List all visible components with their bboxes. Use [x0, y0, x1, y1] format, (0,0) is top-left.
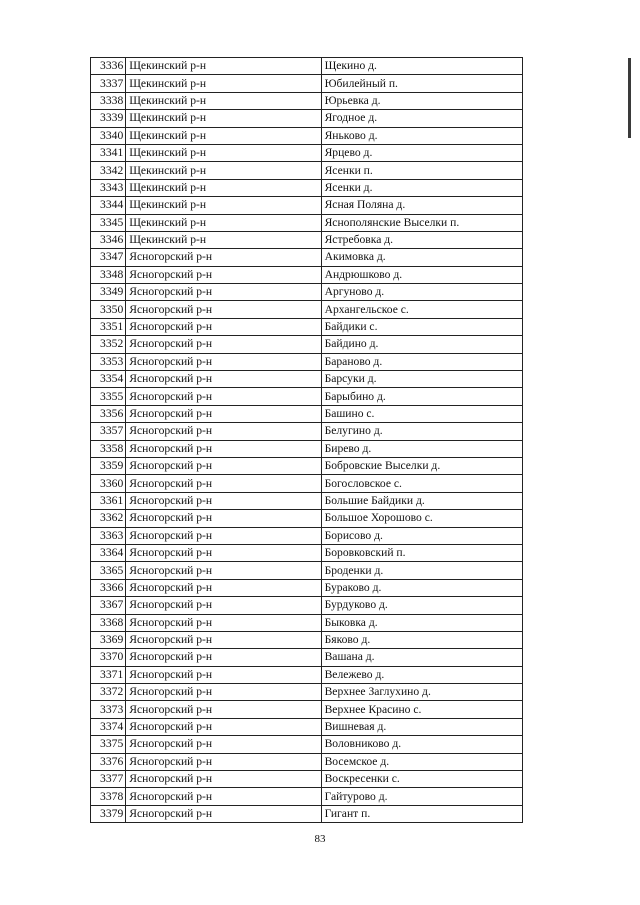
district-cell: Ясногорский р-н: [126, 405, 321, 422]
settlements-table: [90, 57, 523, 823]
table-row: [91, 336, 523, 353]
settlement-cell: Борисово д.: [321, 527, 522, 544]
table-row: [91, 214, 523, 231]
settlement-cell: Броденки д.: [321, 562, 522, 579]
row-number-cell: 3362: [91, 510, 126, 527]
table-row: [91, 58, 523, 75]
settlement-cell: Вашана д.: [321, 649, 522, 666]
district-cell: Ясногорский р-н: [126, 475, 321, 492]
table-row: [91, 353, 523, 370]
district-cell: Ясногорский р-н: [126, 597, 321, 614]
district-cell: Ясногорский р-н: [126, 614, 321, 631]
row-number-cell: 3371: [91, 666, 126, 683]
row-number-cell: 3347: [91, 249, 126, 266]
table-row: [91, 457, 523, 474]
row-number-cell: 3372: [91, 684, 126, 701]
settlement-cell: Акимовка д.: [321, 249, 522, 266]
row-number-cell: 3340: [91, 127, 126, 144]
row-number-cell: 3363: [91, 527, 126, 544]
table-row: [91, 805, 523, 822]
table-row: [91, 666, 523, 683]
settlement-cell: Архангельское с.: [321, 301, 522, 318]
table-row: [91, 753, 523, 770]
table-row: [91, 788, 523, 805]
settlement-cell: Ягодное д.: [321, 110, 522, 127]
row-number-cell: 3355: [91, 388, 126, 405]
settlement-cell: Богословское с.: [321, 475, 522, 492]
row-number-cell: 3378: [91, 788, 126, 805]
settlement-cell: Большие Байдики д.: [321, 492, 522, 509]
row-number-cell: 3369: [91, 631, 126, 648]
settlement-cell: Быковка д.: [321, 614, 522, 631]
district-cell: Ясногорский р-н: [126, 301, 321, 318]
district-cell: Ясногорский р-н: [126, 579, 321, 596]
table-row: [91, 127, 523, 144]
table-row: [91, 597, 523, 614]
district-cell: Ясногорский р-н: [126, 701, 321, 718]
table-row: [91, 492, 523, 509]
table-row: [91, 75, 523, 92]
district-cell: Щекинский р-н: [126, 214, 321, 231]
row-number-cell: 3345: [91, 214, 126, 231]
row-number-cell: 3360: [91, 475, 126, 492]
row-number-cell: 3354: [91, 371, 126, 388]
settlement-cell: Ястребовка д.: [321, 231, 522, 248]
settlement-cell: Барсуки д.: [321, 371, 522, 388]
settlement-cell: Воловниково д.: [321, 736, 522, 753]
district-cell: Ясногорский р-н: [126, 805, 321, 822]
table-row: [91, 562, 523, 579]
table-row: [91, 649, 523, 666]
table-row: [91, 231, 523, 248]
district-cell: Ясногорский р-н: [126, 736, 321, 753]
table-row: [91, 284, 523, 301]
table-row: [91, 614, 523, 631]
settlement-cell: Юбилейный п.: [321, 75, 522, 92]
settlement-cell: Бобровские Выселки д.: [321, 457, 522, 474]
district-cell: Ясногорский р-н: [126, 649, 321, 666]
table-row: [91, 423, 523, 440]
settlement-cell: Щекино д.: [321, 58, 522, 75]
settlement-cell: Бурдуково д.: [321, 597, 522, 614]
row-number-cell: 3344: [91, 197, 126, 214]
settlement-cell: Яньково д.: [321, 127, 522, 144]
district-cell: Ясногорский р-н: [126, 753, 321, 770]
settlement-cell: Бирево д.: [321, 440, 522, 457]
district-cell: Ясногорский р-н: [126, 318, 321, 335]
row-number-cell: 3367: [91, 597, 126, 614]
district-cell: Щекинский р-н: [126, 110, 321, 127]
row-number-cell: 3370: [91, 649, 126, 666]
row-number-cell: 3358: [91, 440, 126, 457]
row-number-cell: 3377: [91, 771, 126, 788]
district-cell: Ясногорский р-н: [126, 771, 321, 788]
district-cell: Ясногорский р-н: [126, 249, 321, 266]
table-row: [91, 162, 523, 179]
district-cell: Ясногорский р-н: [126, 510, 321, 527]
district-cell: Ясногорский р-н: [126, 336, 321, 353]
district-cell: Щекинский р-н: [126, 162, 321, 179]
row-number-cell: 3336: [91, 58, 126, 75]
district-cell: Щекинский р-н: [126, 127, 321, 144]
settlement-cell: Ясная Поляна д.: [321, 197, 522, 214]
settlement-cell: Аргуново д.: [321, 284, 522, 301]
table-row: [91, 249, 523, 266]
settlement-cell: Боровковский п.: [321, 544, 522, 561]
table-row: [91, 684, 523, 701]
district-cell: Ясногорский р-н: [126, 544, 321, 561]
district-cell: Ясногорский р-н: [126, 562, 321, 579]
district-cell: Ясногорский р-н: [126, 788, 321, 805]
district-cell: Щекинский р-н: [126, 58, 321, 75]
district-cell: Щекинский р-н: [126, 92, 321, 109]
scan-edge-mark: [628, 58, 631, 138]
row-number-cell: 3343: [91, 179, 126, 196]
row-number-cell: 3365: [91, 562, 126, 579]
table-row: [91, 527, 523, 544]
row-number-cell: 3368: [91, 614, 126, 631]
district-cell: Ясногорский р-н: [126, 718, 321, 735]
table-row: [91, 371, 523, 388]
settlement-cell: Верхнее Заглухино д.: [321, 684, 522, 701]
settlement-cell: Верхнее Красино с.: [321, 701, 522, 718]
row-number-cell: 3348: [91, 266, 126, 283]
row-number-cell: 3375: [91, 736, 126, 753]
settlement-cell: Байдино д.: [321, 336, 522, 353]
district-cell: Ясногорский р-н: [126, 666, 321, 683]
settlement-cell: Андрюшково д.: [321, 266, 522, 283]
settlement-cell: Вележево д.: [321, 666, 522, 683]
district-cell: Ясногорский р-н: [126, 631, 321, 648]
table-row: [91, 92, 523, 109]
settlement-cell: Гигант п.: [321, 805, 522, 822]
district-cell: Ясногорский р-н: [126, 353, 321, 370]
row-number-cell: 3366: [91, 579, 126, 596]
district-cell: Щекинский р-н: [126, 75, 321, 92]
row-number-cell: 3351: [91, 318, 126, 335]
row-number-cell: 3342: [91, 162, 126, 179]
table-row: [91, 388, 523, 405]
row-number-cell: 3357: [91, 423, 126, 440]
row-number-cell: 3339: [91, 110, 126, 127]
district-cell: Ясногорский р-н: [126, 371, 321, 388]
table-row: [91, 266, 523, 283]
table-body: [91, 58, 523, 823]
settlement-cell: Восемское д.: [321, 753, 522, 770]
settlement-cell: Барыбино д.: [321, 388, 522, 405]
settlement-cell: Белугино д.: [321, 423, 522, 440]
district-cell: Щекинский р-н: [126, 144, 321, 161]
row-number-cell: 3349: [91, 284, 126, 301]
table-row: [91, 579, 523, 596]
district-cell: Ясногорский р-н: [126, 684, 321, 701]
row-number-cell: 3373: [91, 701, 126, 718]
row-number-cell: 3379: [91, 805, 126, 822]
district-cell: Ясногорский р-н: [126, 527, 321, 544]
table-row: [91, 405, 523, 422]
district-cell: Ясногорский р-н: [126, 423, 321, 440]
district-cell: Ясногорский р-н: [126, 266, 321, 283]
row-number-cell: 3359: [91, 457, 126, 474]
row-number-cell: 3352: [91, 336, 126, 353]
table-row: [91, 318, 523, 335]
table-row: [91, 510, 523, 527]
district-cell: Ясногорский р-н: [126, 388, 321, 405]
district-cell: Ясногорский р-н: [126, 492, 321, 509]
settlement-cell: Вишневая д.: [321, 718, 522, 735]
table-row: [91, 144, 523, 161]
table-row: [91, 631, 523, 648]
row-number-cell: 3356: [91, 405, 126, 422]
row-number-cell: 3361: [91, 492, 126, 509]
district-cell: Ясногорский р-н: [126, 457, 321, 474]
district-cell: Ясногорский р-н: [126, 440, 321, 457]
table-row: [91, 475, 523, 492]
settlement-cell: Бараново д.: [321, 353, 522, 370]
table-row: [91, 110, 523, 127]
row-number-cell: 3353: [91, 353, 126, 370]
row-number-cell: 3376: [91, 753, 126, 770]
table-row: [91, 544, 523, 561]
settlement-cell: Ясенки д.: [321, 179, 522, 196]
page-number: 83: [314, 833, 326, 845]
settlement-cell: Юрьевка д.: [321, 92, 522, 109]
table-row: [91, 301, 523, 318]
row-number-cell: 3338: [91, 92, 126, 109]
table-row: [91, 718, 523, 735]
row-number-cell: 3346: [91, 231, 126, 248]
table-row: [91, 197, 523, 214]
table-row: [91, 701, 523, 718]
row-number-cell: 3364: [91, 544, 126, 561]
district-cell: Щекинский р-н: [126, 231, 321, 248]
settlement-cell: Гайтурово д.: [321, 788, 522, 805]
settlement-cell: Байдики с.: [321, 318, 522, 335]
table-row: [91, 440, 523, 457]
table-row: [91, 179, 523, 196]
row-number-cell: 3337: [91, 75, 126, 92]
settlement-cell: Воскресенки с.: [321, 771, 522, 788]
settlement-cell: Ярцево д.: [321, 144, 522, 161]
table-row: [91, 736, 523, 753]
settlement-cell: Большое Хорошово с.: [321, 510, 522, 527]
district-cell: Щекинский р-н: [126, 197, 321, 214]
settlement-cell: Бяково д.: [321, 631, 522, 648]
row-number-cell: 3341: [91, 144, 126, 161]
table-row: [91, 771, 523, 788]
settlement-cell: Башино с.: [321, 405, 522, 422]
row-number-cell: 3374: [91, 718, 126, 735]
row-number-cell: 3350: [91, 301, 126, 318]
district-cell: Щекинский р-н: [126, 179, 321, 196]
settlement-cell: Бураково д.: [321, 579, 522, 596]
district-cell: Ясногорский р-н: [126, 284, 321, 301]
settlement-cell: Яснополянские Выселки п.: [321, 214, 522, 231]
settlement-cell: Ясенки п.: [321, 162, 522, 179]
